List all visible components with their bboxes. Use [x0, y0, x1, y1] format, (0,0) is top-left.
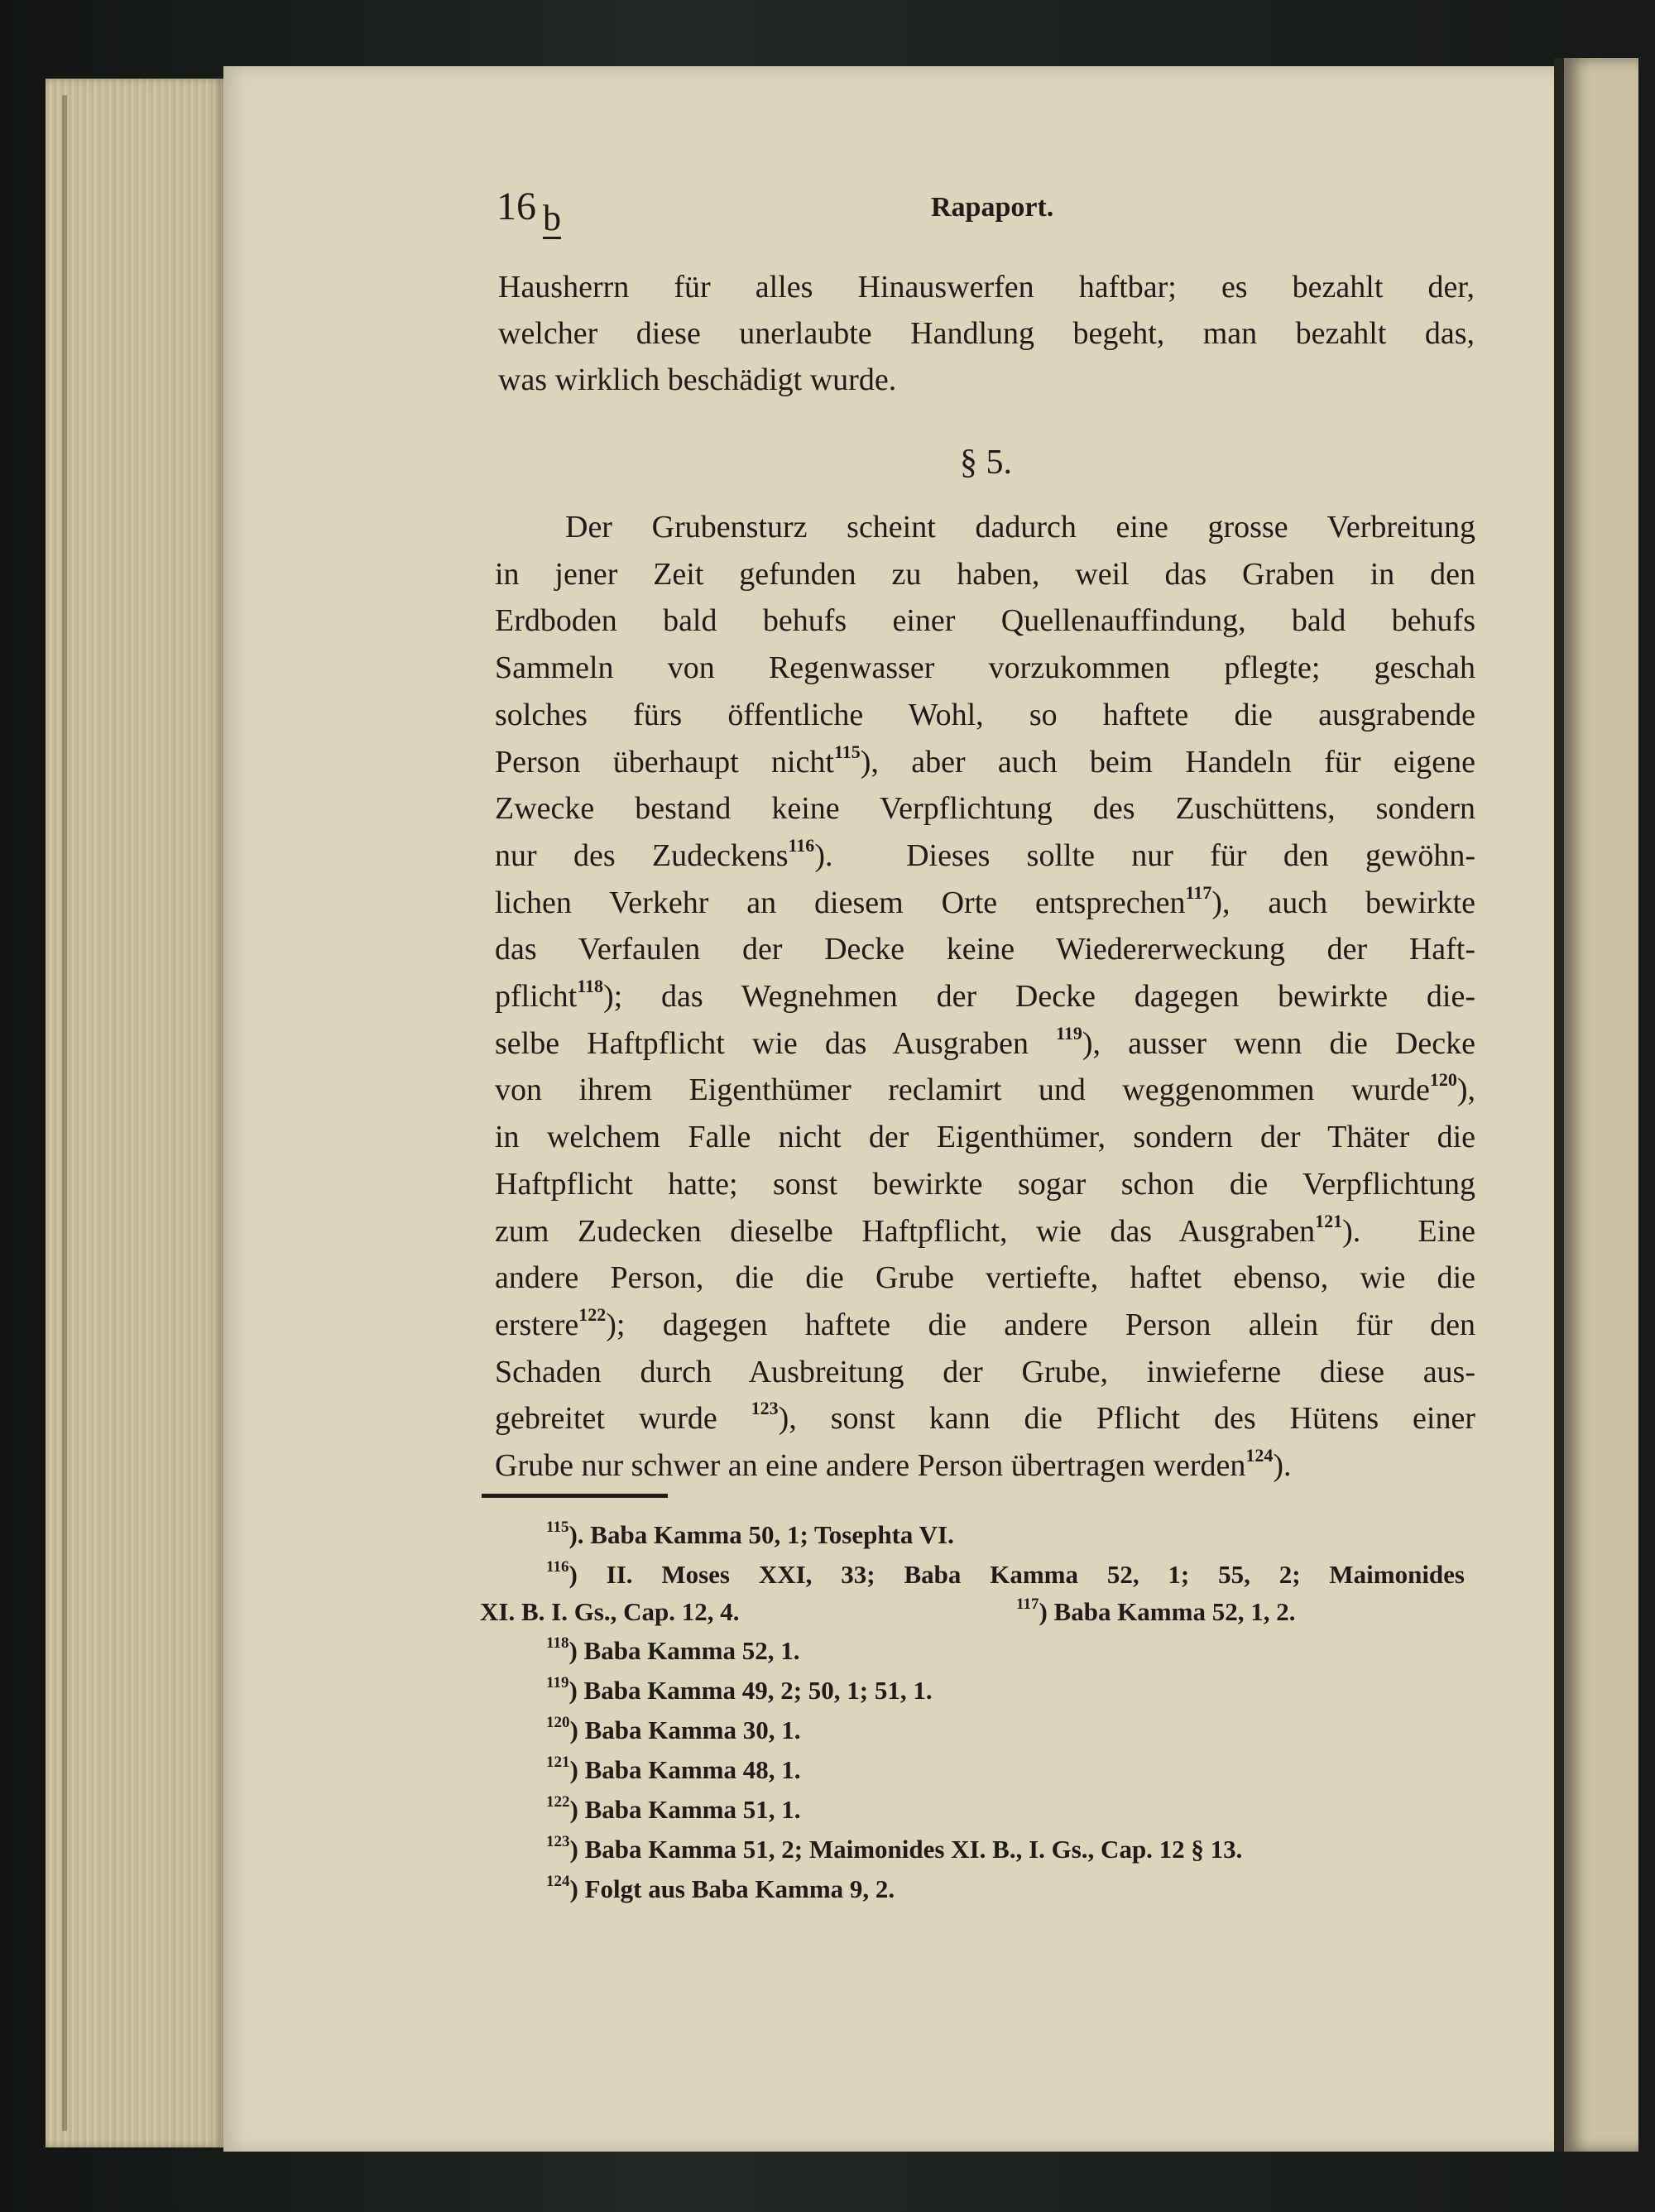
footnote: [546, 1754, 801, 1787]
footnote-number: 119: [546, 1674, 569, 1691]
page-edges: [46, 79, 223, 2147]
footnote: [546, 1634, 799, 1667]
section-heading: § 5.: [960, 444, 1012, 482]
page-number: 16: [496, 185, 536, 228]
body-line: andere Person, die die Grube vertiefte, haftet ebenso, wie die: [495, 1260, 1475, 1296]
body-line: [495, 882, 1475, 924]
body-text-segment: ), ausser wenn die Decke: [1082, 1025, 1475, 1061]
body-line: Haftpflicht hatte; sonst bewirkte sogar schon die Verpflichtung: [495, 1166, 1475, 1202]
running-head: [496, 184, 1490, 242]
intro-line: Hausherrn für alles Hinauswerfen haftbar; es bezahlt der,: [498, 270, 1475, 305]
body-text-segment: nur des Zudeckens: [495, 837, 789, 873]
footnote: [546, 1873, 895, 1906]
footnote-number: 118: [546, 1634, 569, 1652]
footnote: [480, 1595, 740, 1629]
footnote-text: ) Baba Kamma 52, 1, 2.: [1039, 1597, 1296, 1626]
footnote-text: XI. B. I. Gs., Cap. 12, 4.: [480, 1597, 740, 1626]
footnote: [1016, 1595, 1295, 1629]
facing-page-edge: [1564, 58, 1638, 2152]
footnote-number: 115: [546, 1519, 569, 1536]
body-line: [495, 976, 1475, 1017]
footnote-text: ). Baba Kamma 50, 1; Tosephta VI.: [568, 1520, 954, 1549]
footnote: [546, 1833, 1242, 1866]
footnote-number: 121: [546, 1754, 570, 1771]
body-line: Schaden durch Ausbreitung der Grube, inwieferne diese aus-: [495, 1354, 1475, 1389]
body-line: Zwecke bestand keine Verpflichtung des Zuschüttens, sondern: [495, 791, 1475, 827]
body-line: Erdboden bald behufs einer Quellenauffindung, bald behufs: [495, 603, 1475, 639]
footnote-number: 122: [546, 1793, 570, 1811]
footnote: [546, 1674, 933, 1707]
page-number-suffix: b: [543, 198, 561, 238]
body-line: das Verfaulen der Decke keine Wiedererweckung der Haft-: [495, 932, 1475, 967]
body-text-segment: ), sonst kann die Pflicht des Hütens einer: [778, 1401, 1475, 1437]
footnote-text: ) Baba Kamma 48, 1.: [569, 1755, 801, 1784]
footnote-ref: 123: [751, 1398, 779, 1419]
body-line: in welchem Falle nicht der Eigenthümer, sondern der Thäter die: [495, 1120, 1475, 1155]
footnote: [546, 1793, 801, 1826]
body-line: [495, 1304, 1475, 1346]
body-line: [495, 835, 1475, 876]
footnote-ref: 118: [577, 976, 603, 996]
footnote-number: 123: [546, 1833, 570, 1850]
footnote: [546, 1558, 1465, 1591]
body-text-segment: zum Zudecken dieselbe Haftpflicht, wie das Ausgraben: [495, 1213, 1316, 1249]
footnote-text: ) II. Moses XXI, 33; Baba Kamma 52, 1; 55, 2; Maimonides: [568, 1560, 1465, 1589]
body-text-segment: Grube nur schwer an eine andere Person übertragen werden: [495, 1448, 1246, 1483]
body-text-segment: ); dagegen haftete die andere Person allein für den: [606, 1307, 1475, 1342]
footnote-text: ) Baba Kamma 52, 1.: [568, 1636, 800, 1665]
body-line: [495, 1069, 1475, 1111]
body-text-segment: ). Eine: [1342, 1213, 1475, 1249]
body-text-segment: gebreitet wurde: [495, 1401, 751, 1437]
body-text-segment: von ihrem Eigenthümer reclamirt und weggenommen wurde: [495, 1072, 1430, 1108]
footnote-number: 124: [546, 1873, 570, 1890]
body-line: [495, 1211, 1475, 1252]
body-text-segment: ), auch bewirkte: [1211, 885, 1475, 920]
footnote-number: 120: [546, 1714, 570, 1731]
footnote-ref: 117: [1185, 881, 1212, 903]
body-line: [495, 1398, 1475, 1439]
body-text-segment: ). Dieses sollte nur für den gewöhn-: [814, 837, 1475, 873]
footnote-text: ) Baba Kamma 49, 2; 50, 1; 51, 1.: [568, 1676, 933, 1705]
footnote-ref: 124: [1245, 1445, 1274, 1466]
footnote-number: 116: [546, 1558, 569, 1576]
body-line: solches fürs öffentliche Wohl, so haftete die ausgrabende: [495, 697, 1475, 732]
body-line: [495, 1023, 1475, 1064]
footnote-text: ) Baba Kamma 51, 2; Maimonides XI. B., I. Gs., Cap. 12 § 13.: [569, 1835, 1243, 1864]
footnote-text: ) Baba Kamma 30, 1.: [569, 1715, 801, 1744]
footnote-text: ) Folgt aus Baba Kamma 9, 2.: [569, 1874, 895, 1903]
body-text-segment: ); das Wegnehmen der Decke dagegen bewirkte die-: [603, 979, 1475, 1014]
footnote-ref: 116: [788, 834, 815, 856]
footnote-ref: 115: [833, 741, 861, 762]
intro-line: was wirklich beschädigt wurde.: [498, 362, 897, 397]
body-line: Der Grubensturz scheint dadurch eine grosse Verbreitung: [565, 510, 1475, 545]
body-text-segment: ).: [1273, 1448, 1292, 1483]
footnote-ref: 120: [1429, 1069, 1457, 1091]
intro-line: welcher diese unerlaubte Handlung begeht, man bezahlt das,: [498, 316, 1475, 351]
footnote-rule: [482, 1494, 668, 1498]
footnote-number: 117: [1016, 1595, 1039, 1613]
footnote: [546, 1714, 801, 1747]
body-text-segment: erstere: [495, 1307, 579, 1342]
footnote: [546, 1519, 954, 1552]
running-title: Rapaport.: [931, 192, 1054, 223]
body-text-segment: ), aber auch beim Handeln für eigene: [860, 744, 1475, 780]
footnote-ref: 119: [1056, 1022, 1082, 1044]
footnote-text: ) Baba Kamma 51, 1.: [569, 1795, 801, 1824]
body-line: Sammeln von Regenwasser vorzukommen pflegte; geschah: [495, 650, 1475, 686]
footnote-ref: 121: [1315, 1210, 1343, 1231]
body-line: [495, 741, 1475, 783]
body-text-segment: selbe Haftpflicht wie das Ausgraben: [495, 1025, 1057, 1061]
footnote-ref: 122: [578, 1303, 607, 1325]
body-line: in jener Zeit gefunden zu haben, weil das Graben in den: [495, 556, 1475, 592]
body-text-segment: ),: [1456, 1072, 1475, 1108]
body-text-segment: lichen Verkehr an diesem Orte entsprechen: [495, 885, 1186, 920]
body-text-segment: pflicht: [495, 979, 578, 1014]
body-text-segment: Person überhaupt nicht: [495, 744, 834, 780]
body-line: [495, 1445, 1292, 1486]
